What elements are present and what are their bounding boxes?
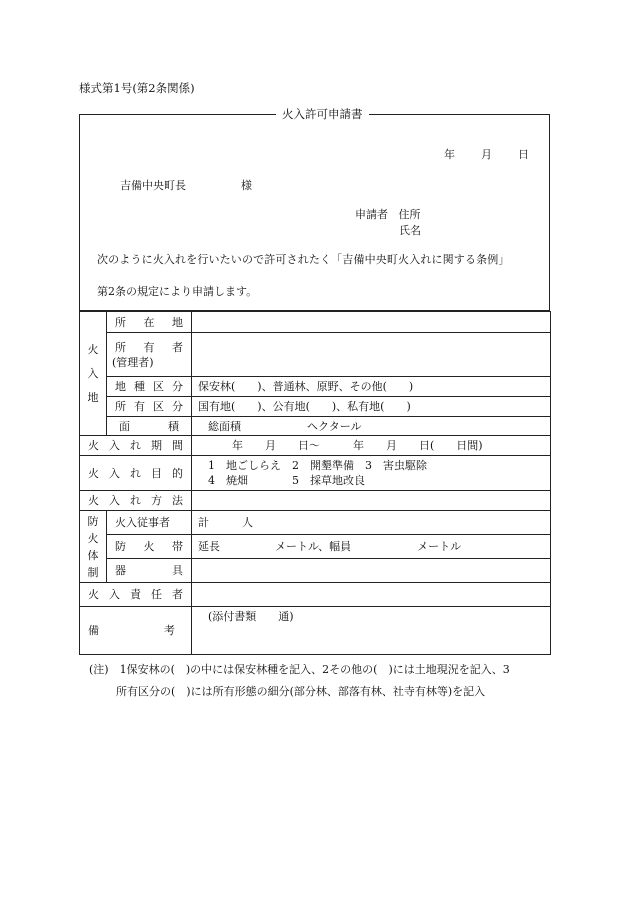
row-remarks — [80, 607, 551, 655]
date-line — [444, 146, 529, 162]
workers-label: 火入従事者 — [107, 511, 192, 535]
purpose-label: 火 入 れ 目 的 — [80, 456, 192, 491]
area-label: 面 積 — [107, 417, 192, 436]
date-year: 年 — [444, 148, 455, 161]
location-value[interactable] — [192, 312, 551, 333]
footnote-line1: (注) 1保安林の( )の中には保安林種を記入、2その他の( )には土地現況を記入、3 — [89, 663, 510, 676]
land-type-value[interactable]: 保安林( )、普通林、原野、その他( ) — [192, 377, 551, 397]
honorific: 様 — [241, 179, 252, 192]
equipment-value[interactable] — [192, 559, 551, 583]
ownership-value[interactable]: 国有地( )、公有地( )、私有地( ) — [192, 397, 551, 417]
row-responsible — [80, 583, 551, 607]
row-workers — [80, 511, 551, 535]
addressee-name: 吉備中央町長 — [120, 179, 186, 192]
footnote — [89, 659, 510, 703]
purpose-value[interactable]: 1 地ごしらえ 2 開墾準備 3 害虫駆除 4 焼畑 5 採草地改良 — [192, 456, 551, 491]
responsible-label: 火 入 責 任 者 — [80, 583, 192, 607]
row-owner — [80, 333, 551, 377]
row-method — [80, 491, 551, 511]
method-label: 火 入 れ 方 法 — [80, 491, 192, 511]
location-label: 所 在 地 — [107, 312, 192, 333]
firebreak-value[interactable]: 延長 メートル、幅員 メートル — [192, 535, 551, 559]
owner-value[interactable] — [192, 333, 551, 377]
period-label: 火 入 れ 期 間 — [80, 436, 192, 456]
form-title: 火入許可申請書 — [276, 106, 369, 122]
footnote-line2: 所有区分の( )には所有形態の細分(部分林、部落有林、社寺有林等)を記入 — [116, 685, 486, 698]
row-period — [80, 436, 551, 456]
workers-value[interactable]: 計 人 — [192, 511, 551, 535]
date-day: 日 — [518, 148, 529, 161]
row-equipment — [80, 559, 551, 583]
remarks-value[interactable]: (添付書類 通) — [192, 607, 551, 655]
land-type-label: 地 種 区 分 — [107, 377, 192, 397]
area-value[interactable]: 総面積 ヘクタール — [192, 417, 551, 436]
addressee — [120, 177, 252, 193]
equipment-label: 器 具 — [107, 559, 192, 583]
form-number: 様式第1号(第2条関係) — [79, 81, 195, 95]
row-ownership — [80, 397, 551, 417]
address-label: 住所 — [398, 208, 421, 221]
applicant-block — [355, 207, 421, 239]
firebreak-label: 防 火 帯 — [107, 535, 192, 559]
date-month: 月 — [481, 148, 492, 161]
method-value[interactable] — [192, 491, 551, 511]
owner-sublabel: (管理者) — [112, 355, 154, 369]
period-value[interactable]: 年 月 日〜 年 月 日( 日間) — [192, 436, 551, 456]
row-land-type — [80, 377, 551, 397]
row-firebreak — [80, 535, 551, 559]
body-text-line1: 次のように火入れを行いたいので許可されたく「吉備中央町火入れに関する条例」 — [97, 253, 510, 266]
application-box — [79, 114, 550, 311]
row-location — [80, 312, 551, 333]
ownership-label: 所 有 区 分 — [107, 397, 192, 417]
application-table — [79, 311, 551, 655]
name-label: 氏名 — [399, 224, 421, 237]
section-fire-label: 防 火 体 制 — [80, 511, 107, 583]
body-text-line2: 第2条の規定により申請します。 — [97, 285, 258, 298]
responsible-value[interactable] — [192, 583, 551, 607]
owner-label: 所 有 者 (管理者) — [107, 333, 192, 377]
applicant-label: 申請者 — [355, 208, 388, 221]
remarks-label: 備 考 — [80, 607, 192, 655]
row-purpose — [80, 456, 551, 491]
row-area — [80, 417, 551, 436]
section-site-label: 火 入 地 — [80, 312, 107, 436]
